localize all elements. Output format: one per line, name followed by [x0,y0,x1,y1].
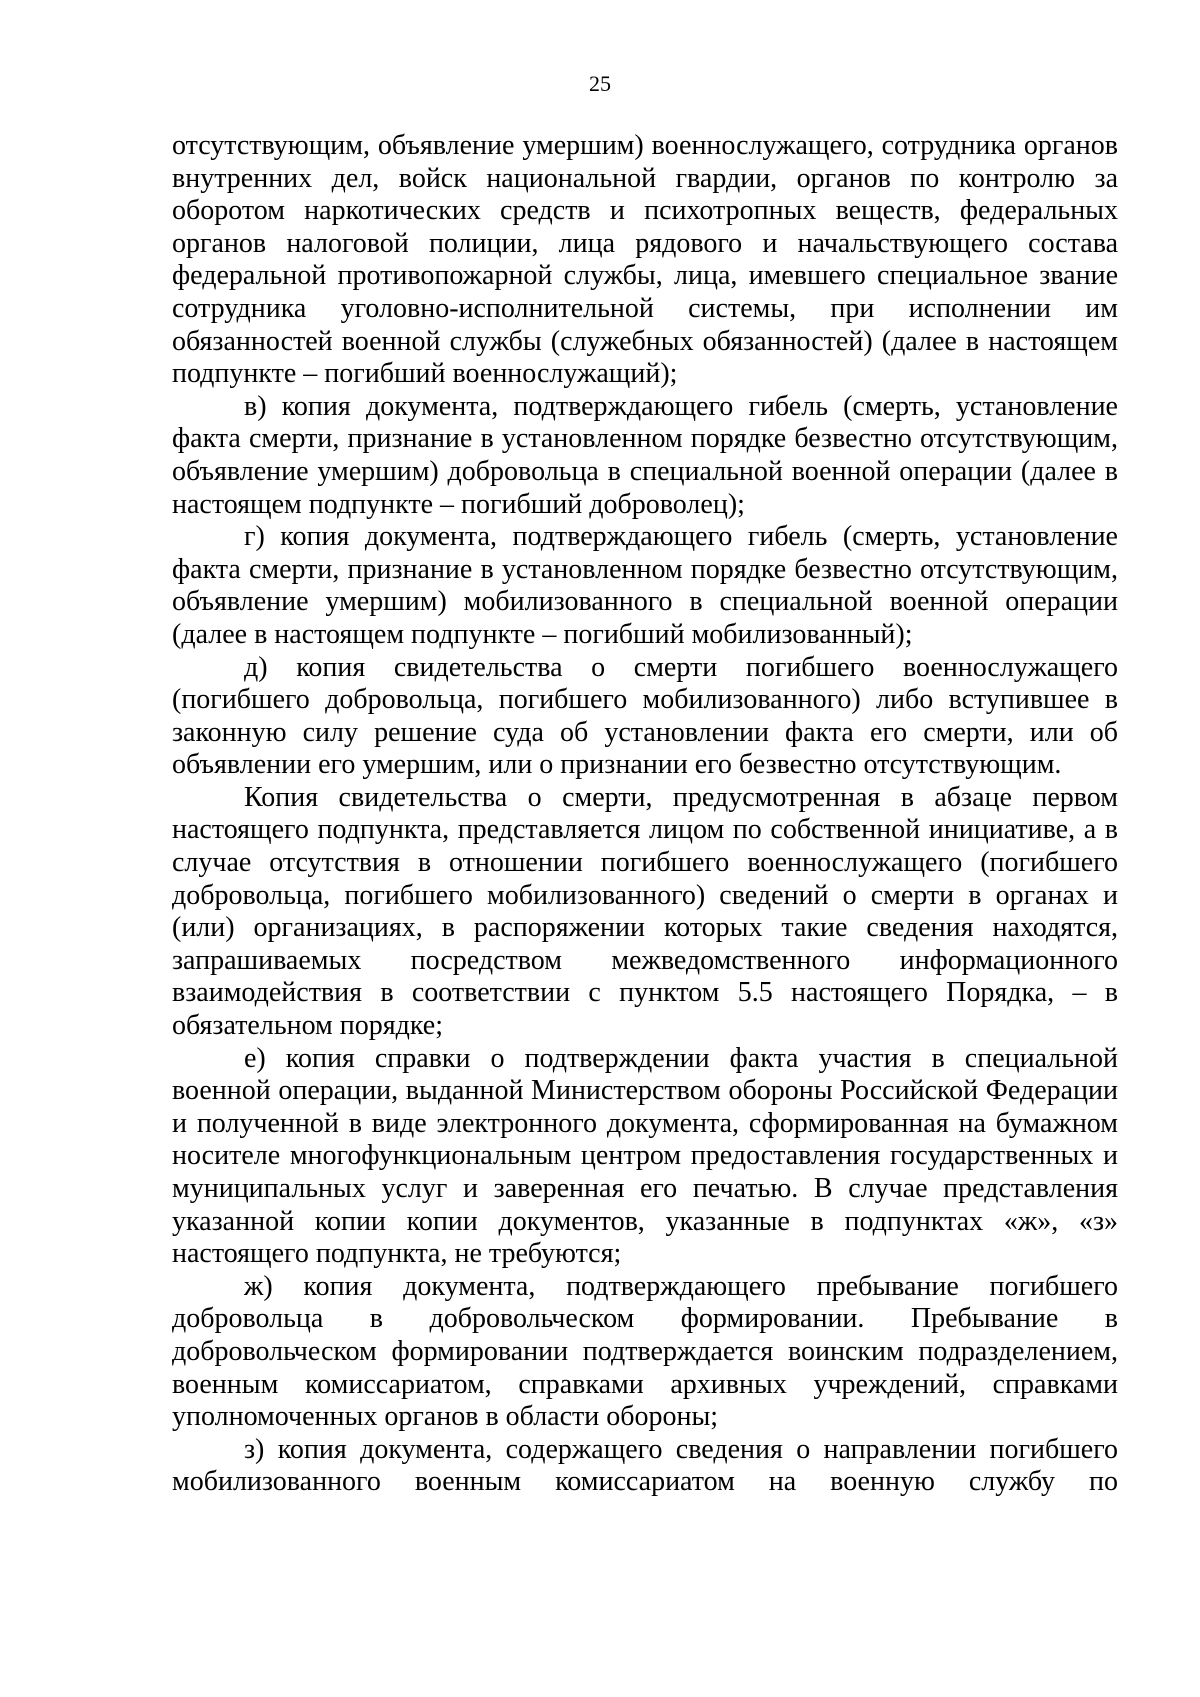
paragraph-item-zh: ж) копия документа, подтверждающего пребывание погибшего добровольца в добровольческом формировании. Пребывание в добровольческом формировании подтверждается воинским подразделением, военным комиссариатом, справками архивных учреждений, справками уполномоченных органов в области обороны; [172,1270,1118,1433]
paragraph-item-d: д) копия свидетельства о смерти погибшего военнослужащего (погибшего добровольца, погибшего мобилизованного) либо вступившее в законную силу решение суда об установлении факта его смерти, или об объявлении его умершим, или о признании его безвестно отсутствующим. [172,651,1118,781]
paragraph-item-e: е) копия справки о подтверждении факта участия в специальной военной операции, выданной Министерством обороны Российской Федерации и полученной в виде электронного документа, сформированная на бумажном носителе многофункциональным центром предоставления государственных и муниципальных услуг и заверенная его печатью. В случае представления указанной копии копии документов, указанные в подпунктах «ж», «з» настоящего подпункта, не требуются; [172,1042,1118,1270]
paragraph-item-z: з) копия документа, содержащего сведения о направлении погибшего мобилизованного военным комиссариатом на военную службу по [172,1433,1118,1498]
page-number: 25 [589,71,611,96]
document-body [172,130,1118,1499]
paragraph-item-g: г) копия документа, подтверждающего гибель (смерть, установление факта смерти, признание в установленном порядке безвестно отсутствующим, объявление умершим) мобилизованного в специальной военной операции (далее в настоящем подпункте – погибший мобилизованный); [172,521,1118,650]
paragraph-death-certificate-note: Копия свидетельства о смерти, предусмотренная в абзаце первом настоящего подпункта, представляется лицом по собственной инициативе, а в случае отсутствия в отношении погибшего военнослужащего (погибшего добровольца, погибшего мобилизованного) сведений о смерти в органах и (или) организациях, в распоряжении которых такие сведения находятся, запрашиваемых посредством межведомственного информационного взаимодействия в соответствии с пунктом 5.5 настоящего Порядка, – в обязательном порядке; [172,781,1118,1042]
paragraph-continuation: отсутствующим, объявление умершим) военнослужащего, сотрудника органов внутренних дел, войск национальной гвардии, органов по контролю за оборотом наркотических средств и психотропных веществ, федеральных органов налоговой полиции, лица рядового и начальствующего состава федеральной противопожарной службы, лица, имевшего специальное звание сотрудника уголовно-исполнительной системы, при исполнении им обязанностей военной службы (служебных обязанностей) (далее в настоящем подпункте – погибший военнослужащий); [172,130,1118,390]
paragraph-item-v: в) копия документа, подтверждающего гибель (смерть, установление факта смерти, признание в установленном порядке безвестно отсутствующим, объявление умершим) добровольца в специальной военной операции (далее в настоящем подпункте – погибший доброволец); [172,390,1118,520]
